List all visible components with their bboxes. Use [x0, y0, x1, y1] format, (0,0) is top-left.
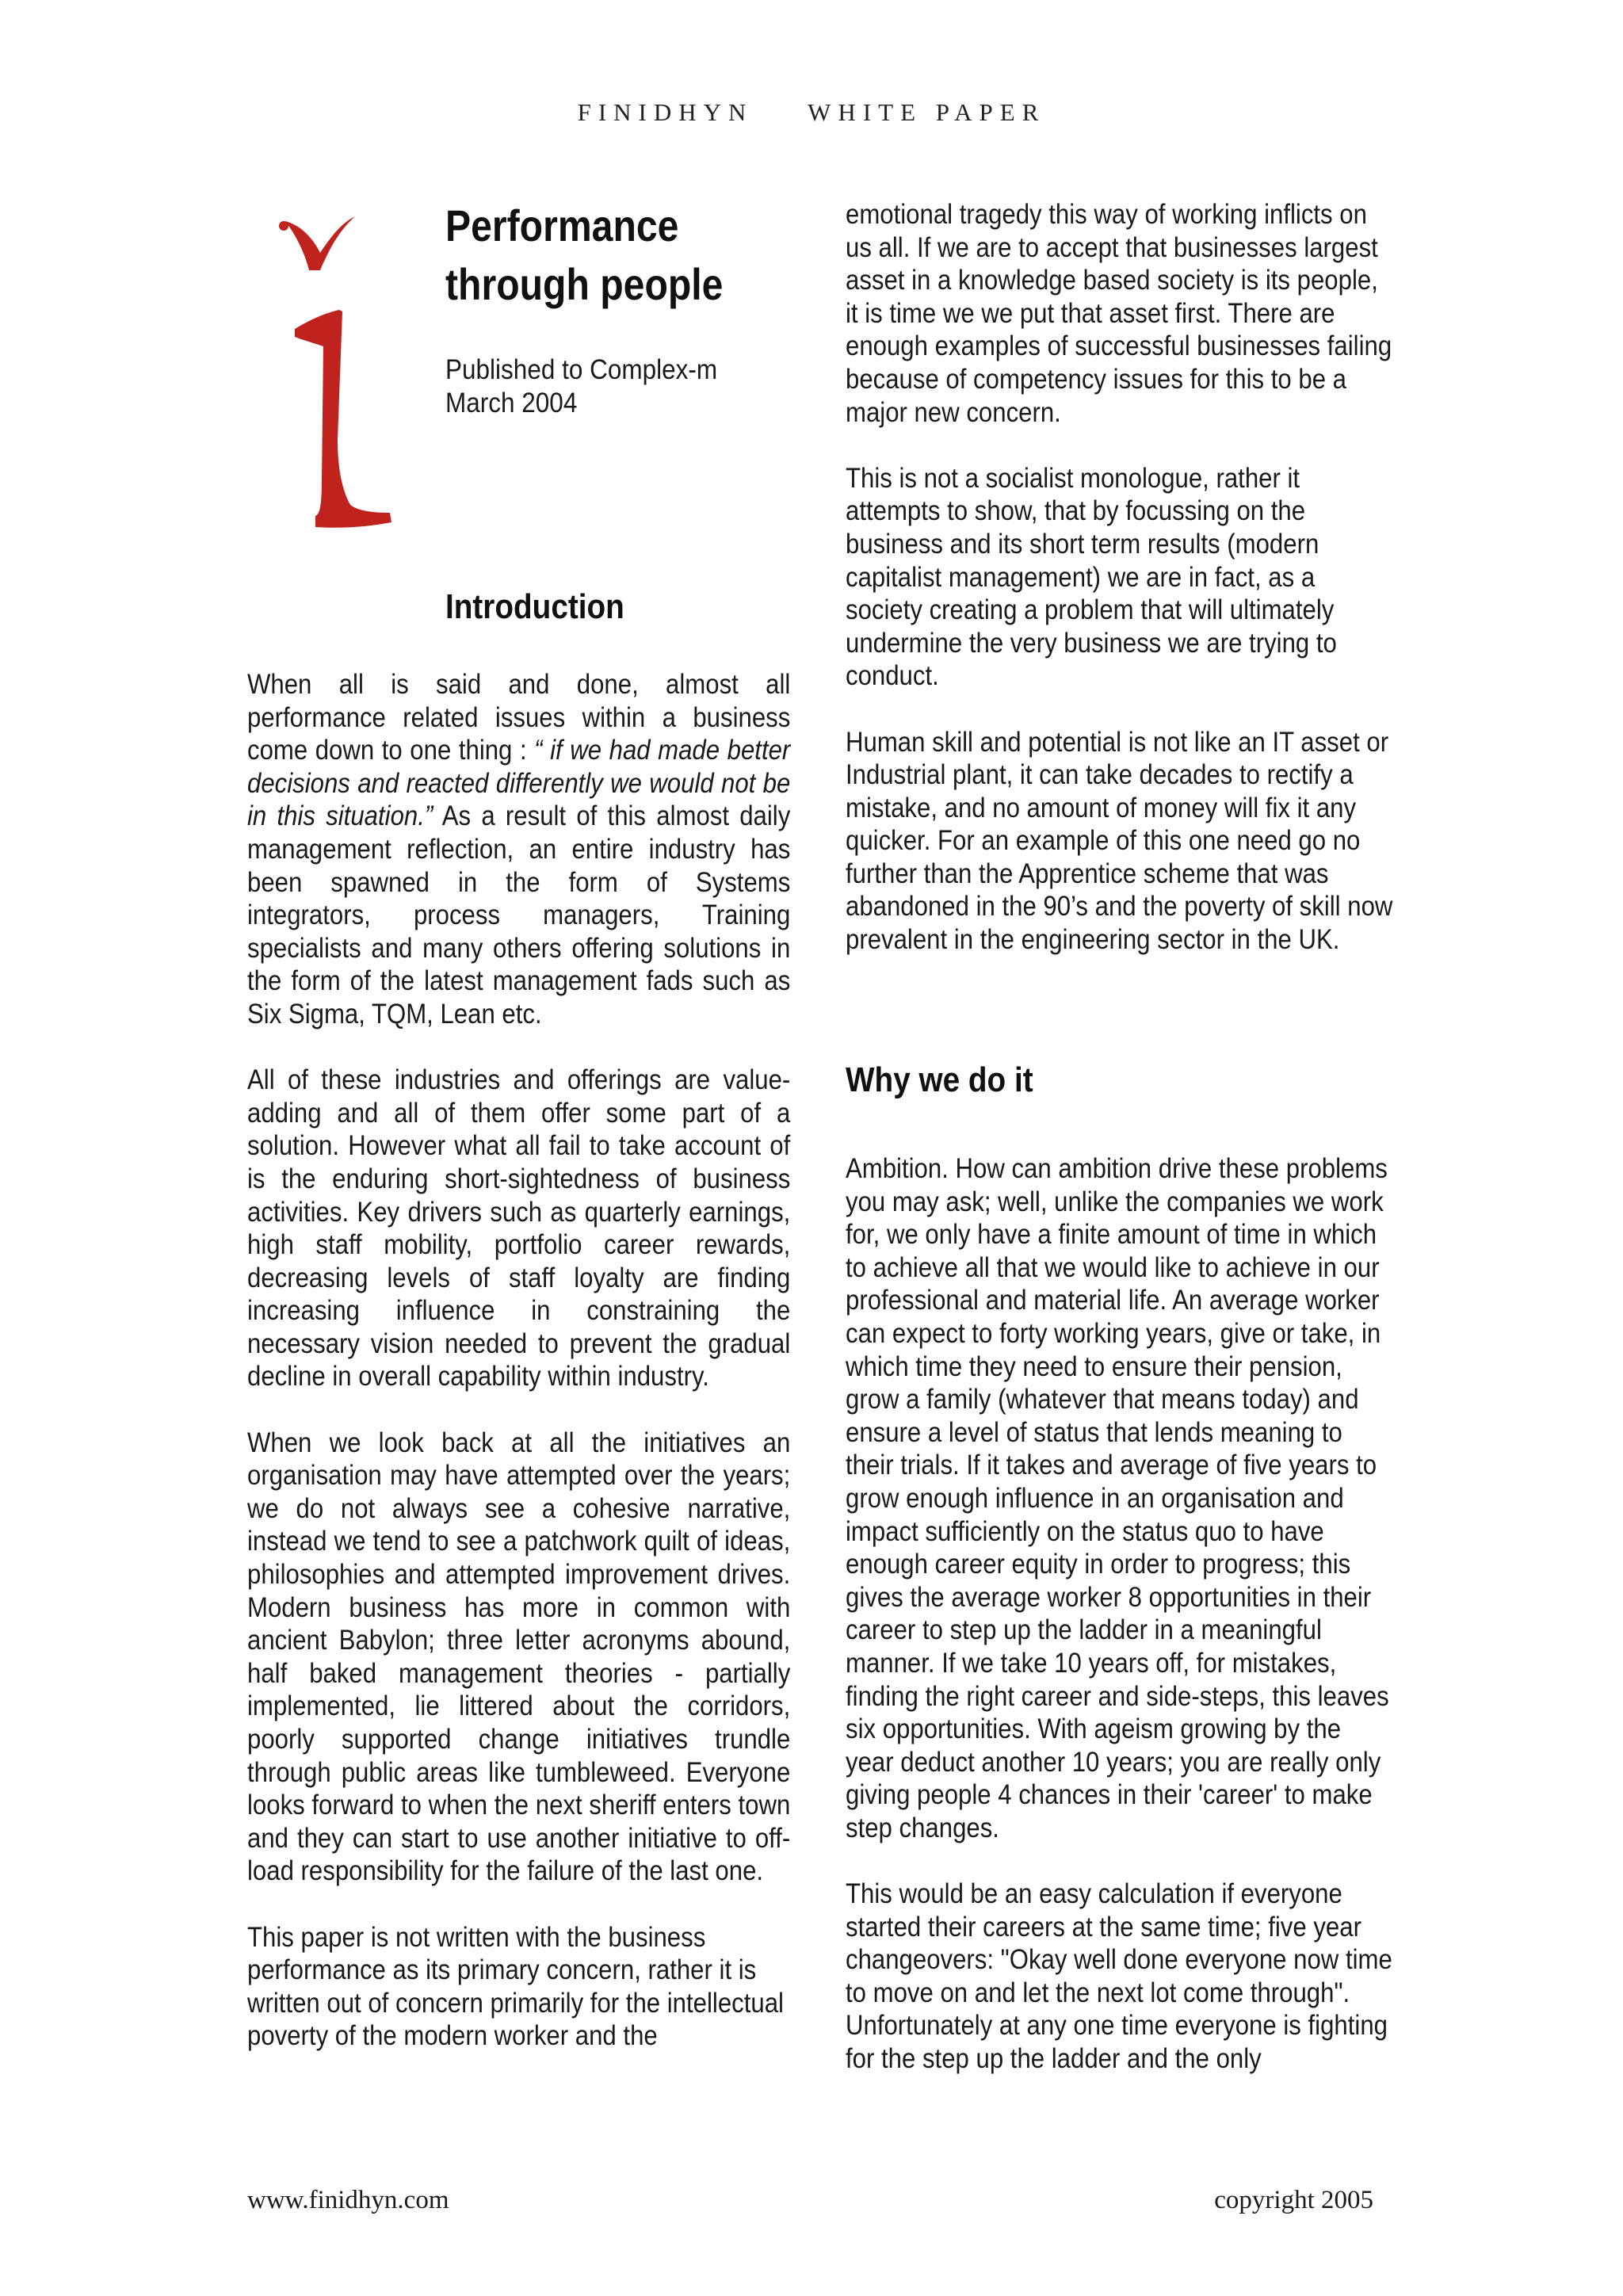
publication-info	[445, 353, 788, 420]
footer-website: www.finidhyn.com	[247, 2186, 449, 2214]
published-line: Published to Complex-m	[445, 354, 718, 385]
footer-copyright: copyright 2005	[1214, 2186, 1373, 2214]
intro-p1-text: When all is said and done, almost all performance related issues within a business come down to one thing :	[247, 669, 791, 766]
intro-paragraph-5: emotional tragedy this way of working inflicts on us all. If we are to accept that businesses largest asset in a knowledge based society is its people, it is time we we put that asset first. There are enough examples of successful businesses failing because of competency issues for this to be a major new concern.	[846, 199, 1392, 428]
intro-paragraph-3: When we look back at all the initiatives an organisation may have attempted over the years; we do not always see a cohesive narrative, instead we tend to see a patchwork quilt of ideas, philosophies and attempted improvement drives. Modern business has more in common with ancient Babylon; three letter acronyms abound, half baked management theories - partially implemented, lie littered about the corridors, poorly supported change initiatives trundle through public areas like tumbleweed. Everyone looks forward to when the next sheriff enters town and they can start to use another initiative to off-load responsibility for the failure of the last one.	[247, 1427, 791, 1887]
header-doc-type: WHITE PAPER	[808, 98, 1046, 126]
title-line-1: Performance	[445, 201, 679, 250]
intro-paragraph-7: Human skill and potential is not like an IT asset or Industrial plant, it can take decades to rectify a mistake, and no amount of money will fix it any quicker. For an example of this one need go no further than the Apprentice scheme that was abandoned in the 90’s and the poverty of skill now prevalent in the engineering sector in the UK.	[846, 726, 1393, 956]
why-paragraph-1: Ambition. How can ambition drive these problems you may ask; well, unlike the companies we work for, we only have a finite amount of time in which to achieve all that we would like to achieve in our professional and material life. An average worker can expect to forty working years, give or take, in which time they need to ensure their pension, grow a family (whatever that means today) and ensure a level of status that lends meaning to their trials. If it takes and average of five years to grow enough influence in an organisation and impact sufficiently on the status quo to have enough career equity in order to progress; this gives the average worker 8 opportunities in their career to step up the ladder in a meaningful manner. If we take 10 years off, for mistakes, finding the right career and side-steps, this leaves six opportunities. With ageism growing by the year deduct another 10 years; you are really only giving people 4 chances in their 'career' to make step changes.	[846, 1153, 1389, 1843]
introduction-heading: Introduction	[445, 587, 624, 626]
intro-p1-continued: As a result of this almost daily management reflection, an entire industry has been spawned in the form of Systems integrators, process managers, Training specialists and many others offering solutions in the form of the latest management fads such as Six Sigma, TQM, Lean etc.	[247, 800, 791, 1030]
right-column-bottom	[846, 1152, 1392, 2108]
intro-paragraph-6: This is not a socialist monologue, rather it attempts to show, that by focussing on the business and its short term results (modern capitalist management) we are in fact, as a society creating a problem that will ultimately undermine the very business we are trying to conduct.	[846, 462, 1337, 692]
document-title	[445, 197, 773, 314]
right-column-top	[846, 198, 1392, 989]
why-paragraph-2: This would be an easy calculation if everyone started their careers at the same time; five year changeovers: "Okay well done everyone now time to move on and let the next lot come through". Unfortunately at any one time everyone is fighting for the step up the ladder and the only	[846, 1878, 1392, 2075]
intro-p1-quote: “ if we had made better decisions and reacted differently we would not be in this situation.”	[247, 735, 791, 832]
red-i-person-logo	[263, 202, 430, 535]
left-column	[247, 668, 791, 2086]
published-date: March 2004	[445, 388, 578, 418]
title-line-2: through people	[445, 259, 724, 309]
page-header	[0, 98, 1623, 127]
intro-paragraph-2: All of these industries and offerings are value-adding and all of them offer some part of a solution. However what all fail to take account of is the enduring short-sightedness of business activities. Key drivers such as quarterly earnings, high staff mobility, portfolio career rewards, decreasing levels of staff loyalty are finding increasing influence in constraining the necessary vision needed to prevent the gradual decline in overall capability within industry.	[247, 1064, 791, 1392]
intro-paragraph-1	[247, 668, 790, 1031]
why-we-do-it-heading: Why we do it	[846, 1060, 1033, 1099]
header-brand: FINIDHYN	[577, 98, 754, 126]
intro-paragraph-4: This paper is not written with the business performance as its primary concern, rather it is written out of concern primarily for the intellectual poverty of the modern worker and the	[247, 1921, 784, 2052]
